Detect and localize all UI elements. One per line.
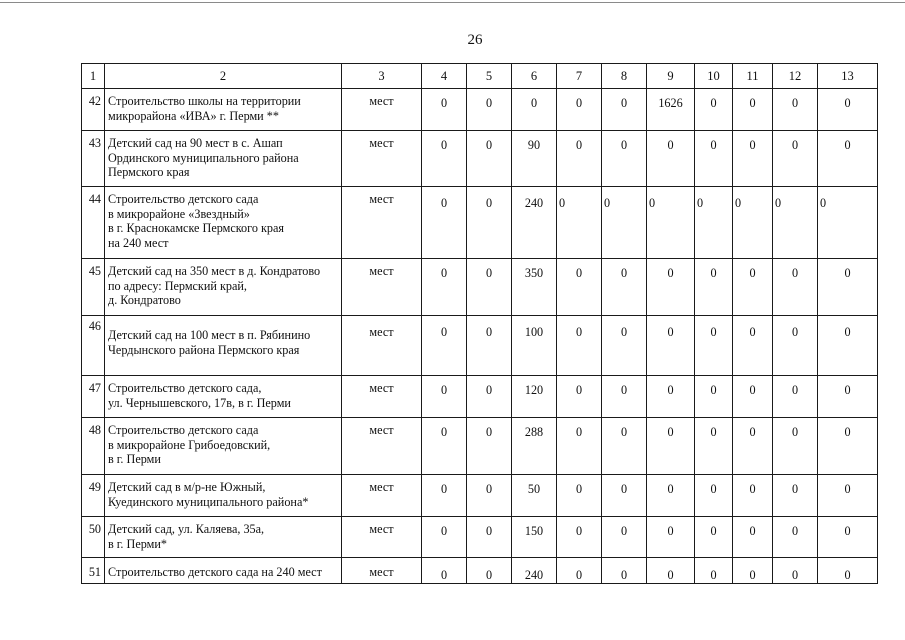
- data-table: [81, 63, 878, 584]
- table-row: [82, 259, 878, 316]
- value-cell: 0: [773, 89, 818, 131]
- value-cell: 0: [773, 376, 818, 418]
- value-cell: 0: [733, 376, 773, 418]
- value-cell: 0: [695, 376, 733, 418]
- column-header: 8: [602, 64, 647, 89]
- object-name-line: в г. Краснокамске Пермского края: [108, 221, 285, 235]
- table-row: [82, 316, 878, 376]
- value-cell: 0: [467, 418, 512, 475]
- value-cell: 0: [773, 187, 818, 259]
- value-cell: 0: [557, 517, 602, 558]
- column-header: 1: [82, 64, 105, 89]
- column-header: 9: [647, 64, 695, 89]
- value-cell: 0: [818, 187, 878, 259]
- row-number: 48: [82, 418, 105, 475]
- value-cell: 0: [602, 418, 647, 475]
- column-header: 12: [773, 64, 818, 89]
- value-cell: 0: [773, 259, 818, 316]
- value-cell: 0: [647, 558, 695, 584]
- row-number: 44: [82, 187, 105, 259]
- column-header: 4: [422, 64, 467, 89]
- unit-cell: мест: [342, 89, 422, 131]
- value-cell: 0: [422, 187, 467, 259]
- value-cell: 0: [818, 376, 878, 418]
- column-header: 2: [105, 64, 342, 89]
- value-cell: 0: [647, 316, 695, 376]
- row-number: 45: [82, 259, 105, 316]
- value-cell: 0: [647, 131, 695, 187]
- unit-cell: мест: [342, 131, 422, 187]
- unit-cell: мест: [342, 187, 422, 259]
- value-cell: 0: [467, 187, 512, 259]
- object-name-cell: [105, 316, 342, 376]
- object-name-line: Чердынского района Пермского края: [108, 342, 300, 357]
- value-cell: 0: [557, 259, 602, 316]
- value-cell: 0: [695, 259, 733, 316]
- value-cell: 1626: [647, 89, 695, 131]
- value-cell: 100: [512, 316, 557, 376]
- value-cell: 0: [557, 89, 602, 131]
- value-cell: 50: [512, 475, 557, 517]
- object-name-line: Детский сад на 350 мест в д. Кондратово: [108, 264, 321, 278]
- column-header: 13: [818, 64, 878, 89]
- value-cell: 0: [733, 316, 773, 376]
- object-name-cell: [105, 259, 342, 316]
- page-number: 26: [467, 32, 483, 48]
- object-name-cell: [105, 131, 342, 187]
- value-cell: 0: [647, 376, 695, 418]
- value-cell: 0: [467, 259, 512, 316]
- value-cell: 0: [695, 517, 733, 558]
- value-cell: 350: [512, 259, 557, 316]
- value-cell: 0: [557, 418, 602, 475]
- value-cell: 240: [512, 187, 557, 259]
- object-name-line: Строительство детского сада,: [108, 381, 262, 395]
- row-number: 46: [82, 316, 105, 376]
- table-row: [82, 131, 878, 187]
- value-cell: 0: [733, 259, 773, 316]
- object-name-line: микрорайона «ИВА» г. Перми **: [108, 108, 279, 123]
- value-cell: 0: [512, 89, 557, 131]
- value-cell: 0: [467, 475, 512, 517]
- value-cell: 0: [695, 89, 733, 131]
- column-header: 10: [695, 64, 733, 89]
- table-row: [82, 517, 878, 558]
- value-cell: 0: [695, 187, 733, 259]
- value-cell: 0: [422, 475, 467, 517]
- value-cell: 0: [773, 475, 818, 517]
- value-cell: 0: [557, 131, 602, 187]
- table-row: [82, 558, 878, 584]
- object-name-line: Детский сад на 100 мест в п. Рябинино: [108, 328, 311, 342]
- value-cell: 0: [733, 475, 773, 517]
- object-name-cell: [105, 376, 342, 418]
- value-cell: 0: [773, 558, 818, 584]
- value-cell: 0: [602, 259, 647, 316]
- object-name-line: в микрорайоне «Звездный»: [108, 206, 250, 221]
- value-cell: 0: [818, 517, 878, 558]
- row-number: 50: [82, 517, 105, 558]
- value-cell: 0: [647, 475, 695, 517]
- value-cell: 0: [733, 418, 773, 475]
- value-cell: 0: [557, 187, 602, 259]
- value-cell: 0: [695, 316, 733, 376]
- value-cell: 0: [733, 517, 773, 558]
- unit-cell: мест: [342, 259, 422, 316]
- object-name-line: д. Кондратово: [108, 293, 181, 307]
- value-cell: 150: [512, 517, 557, 558]
- object-name-line: Строительство детского сада: [108, 192, 259, 206]
- value-cell: 0: [773, 418, 818, 475]
- value-cell: 0: [557, 475, 602, 517]
- object-name-cell: [105, 418, 342, 475]
- value-cell: 0: [602, 187, 647, 259]
- value-cell: 0: [733, 558, 773, 584]
- unit-cell: мест: [342, 517, 422, 558]
- value-cell: 90: [512, 131, 557, 187]
- table-row: [82, 187, 878, 259]
- value-cell: 0: [773, 316, 818, 376]
- value-cell: 0: [773, 517, 818, 558]
- object-name-line: Строительство школы на территории: [108, 94, 301, 108]
- object-name-line: Пермского края: [108, 165, 190, 179]
- value-cell: 0: [422, 517, 467, 558]
- value-cell: 0: [602, 475, 647, 517]
- value-cell: 120: [512, 376, 557, 418]
- object-name-cell: [105, 558, 342, 584]
- value-cell: 0: [557, 316, 602, 376]
- value-cell: 0: [647, 517, 695, 558]
- value-cell: 0: [695, 558, 733, 584]
- value-cell: 288: [512, 418, 557, 475]
- object-name-line: на 240 мест: [108, 235, 169, 250]
- value-cell: 0: [602, 316, 647, 376]
- value-cell: 0: [467, 89, 512, 131]
- value-cell: 0: [647, 418, 695, 475]
- object-name-line: Детский сад в м/р-не Южный,: [108, 480, 266, 494]
- value-cell: 0: [467, 131, 512, 187]
- column-header: 7: [557, 64, 602, 89]
- value-cell: 0: [602, 89, 647, 131]
- row-number: 43: [82, 131, 105, 187]
- value-cell: 0: [695, 131, 733, 187]
- value-cell: 0: [818, 418, 878, 475]
- unit-cell: мест: [342, 376, 422, 418]
- value-cell: 0: [422, 316, 467, 376]
- top-edge-rule: [0, 2, 905, 3]
- value-cell: 0: [818, 131, 878, 187]
- object-name-line: Детский сад, ул. Каляева, 35а,: [108, 522, 265, 536]
- object-name-line: в г. Перми: [108, 452, 161, 466]
- value-cell: 0: [557, 376, 602, 418]
- value-cell: 0: [647, 259, 695, 316]
- object-name-line: Куединского муниципального района*: [108, 494, 309, 509]
- value-cell: 0: [467, 376, 512, 418]
- object-name-cell: [105, 517, 342, 558]
- value-cell: 0: [818, 316, 878, 376]
- value-cell: 0: [733, 131, 773, 187]
- table-row: [82, 418, 878, 475]
- value-cell: 0: [733, 187, 773, 259]
- table-row: [82, 89, 878, 131]
- value-cell: 0: [422, 131, 467, 187]
- value-cell: 0: [602, 131, 647, 187]
- object-name-cell: [105, 187, 342, 259]
- object-name-line: в микрорайоне Грибоедовский,: [108, 437, 271, 452]
- value-cell: 0: [695, 418, 733, 475]
- value-cell: 0: [818, 558, 878, 584]
- value-cell: 0: [422, 558, 467, 584]
- value-cell: 0: [647, 187, 695, 259]
- value-cell: 0: [818, 475, 878, 517]
- value-cell: 0: [557, 558, 602, 584]
- row-number: 42: [82, 89, 105, 131]
- unit-cell: мест: [342, 316, 422, 376]
- value-cell: 0: [733, 89, 773, 131]
- table-row: [82, 376, 878, 418]
- table-row: [82, 475, 878, 517]
- value-cell: 0: [422, 259, 467, 316]
- value-cell: 0: [422, 376, 467, 418]
- value-cell: 0: [422, 418, 467, 475]
- value-cell: 0: [602, 558, 647, 584]
- object-name-line: Детский сад на 90 мест в с. Ашап: [108, 136, 283, 150]
- object-name-line: ул. Чернышевского, 17в, в г. Перми: [108, 395, 291, 410]
- value-cell: 240: [512, 558, 557, 584]
- row-number: 49: [82, 475, 105, 517]
- value-cell: 0: [422, 89, 467, 131]
- row-number: 47: [82, 376, 105, 418]
- column-header: 3: [342, 64, 422, 89]
- value-cell: 0: [773, 131, 818, 187]
- object-name-line: Ординского муниципального района: [108, 150, 299, 165]
- value-cell: 0: [818, 89, 878, 131]
- unit-cell: мест: [342, 558, 422, 584]
- value-cell: 0: [695, 475, 733, 517]
- object-name-line: в г. Перми*: [108, 536, 167, 551]
- unit-cell: мест: [342, 475, 422, 517]
- value-cell: 0: [467, 558, 512, 584]
- row-number: 51: [82, 558, 105, 584]
- header-row: [82, 64, 878, 89]
- object-name-line: Строительство детского сада: [108, 423, 259, 437]
- unit-cell: мест: [342, 418, 422, 475]
- column-header: 6: [512, 64, 557, 89]
- column-header: 11: [733, 64, 773, 89]
- value-cell: 0: [602, 517, 647, 558]
- value-cell: 0: [602, 376, 647, 418]
- object-name-line: Строительство детского сада на 240 мест: [108, 565, 322, 579]
- value-cell: 0: [818, 259, 878, 316]
- value-cell: 0: [467, 517, 512, 558]
- object-name-cell: [105, 89, 342, 131]
- value-cell: 0: [467, 316, 512, 376]
- column-header: 5: [467, 64, 512, 89]
- object-name-line: по адресу: Пермский край,: [108, 278, 247, 293]
- object-name-cell: [105, 475, 342, 517]
